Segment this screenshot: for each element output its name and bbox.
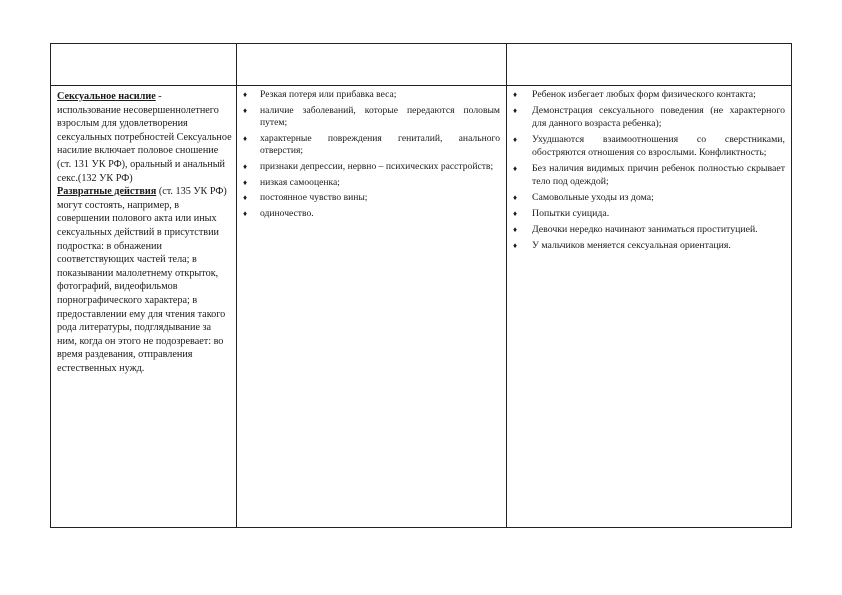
diamond-bullet-icon: ♦ <box>243 161 248 171</box>
list-item-text: одиночество. <box>260 208 314 220</box>
list-item <box>507 192 785 205</box>
list-item-text: постоянное чувство вины; <box>260 192 368 204</box>
list-item <box>507 163 785 189</box>
list-item-text: У мальчиков меняется сексуальная ориентация. <box>532 240 731 252</box>
list-item-text: Демонстрация сексуального поведения (не характерного для данного возраста ребенка); <box>532 105 785 129</box>
list-item <box>507 240 785 253</box>
list-item <box>237 177 500 189</box>
header-cell-1 <box>51 44 237 86</box>
list-item-text: Резкая потеря или прибавка веса; <box>260 89 397 100</box>
definition-cell <box>51 86 237 528</box>
list-item-text: низкая самооценка; <box>260 176 340 188</box>
table-header-row <box>51 44 792 86</box>
diamond-bullet-icon: ♦ <box>243 209 248 219</box>
list-item <box>237 208 500 220</box>
list-item <box>237 192 500 204</box>
diamond-bullet-icon: ♦ <box>513 135 518 145</box>
list-item <box>237 161 500 173</box>
diamond-bullet-icon: ♦ <box>243 133 248 143</box>
list-item-text: Ребенок избегает любых форм физического контакта; <box>532 89 756 100</box>
content-table <box>50 43 792 528</box>
list-item <box>507 105 785 131</box>
diamond-bullet-icon: ♦ <box>513 193 518 203</box>
list-item-text: Девочки нередко начинают заниматься проституцией. <box>532 224 758 236</box>
physical-signs-list <box>237 89 500 220</box>
corrupt-actions-term: Развратные действия <box>57 186 157 198</box>
diamond-bullet-icon: ♦ <box>243 105 248 115</box>
diamond-bullet-icon: ♦ <box>513 241 518 251</box>
list-item <box>507 134 785 160</box>
list-item-text: Самовольные уходы из дома; <box>532 192 654 204</box>
header-cell-3 <box>507 44 792 86</box>
diamond-bullet-icon: ♦ <box>513 209 518 219</box>
term-dash: - <box>155 91 162 102</box>
diamond-bullet-icon: ♦ <box>243 193 248 203</box>
list-item <box>507 89 785 102</box>
sexual-abuse-term: Сексуальное насилие <box>57 91 156 102</box>
list-item-text: Без наличия видимых причин ребенок полностью скрывает тело под одеждой; <box>532 163 785 187</box>
header-cell-2 <box>237 44 507 86</box>
physical-signs-cell <box>237 86 507 528</box>
sexual-abuse-text: использование несовершеннолетнего взрослым для удовлетворения сексуальных потребностей Сексуальное насилие включает половое сношение (ст. 131 УК РФ), оральный и анальный секс.(132 УК РФ) <box>57 104 232 184</box>
list-item <box>507 208 785 221</box>
list-item <box>237 105 500 129</box>
corrupt-actions-definition <box>57 185 233 375</box>
list-item <box>507 224 785 237</box>
diamond-bullet-icon: ♦ <box>243 90 248 99</box>
diamond-bullet-icon: ♦ <box>513 90 518 99</box>
corrupt-actions-text: (ст. 135 УК РФ) могут состоять, например, в совершении полового акта или иных сексуальных действий в присутствии подростка: в обнажении соответствующих частей тела; в показывании малолетнему открыток, фотографий, видеофильмов порнографического характера; в предоставлении ему для чтения такого рода литературы, подглядывание за ним, когда он этого не подозревает: во время раздевания, отправления естественных нужд. <box>57 186 227 374</box>
list-item-text: характерные повреждения гениталий, анального отверстия; <box>260 132 500 156</box>
behavioral-signs-cell <box>507 86 792 528</box>
list-item-text: наличие заболеваний, которые передаются половым путем; <box>260 104 500 128</box>
diamond-bullet-icon: ♦ <box>513 106 518 116</box>
diamond-bullet-icon: ♦ <box>513 225 518 235</box>
diamond-bullet-icon: ♦ <box>243 177 248 187</box>
list-item-text: Ухудшаются взаимоотношения со сверстниками, обостряются отношения со взрослыми. Конфликтность; <box>532 134 785 158</box>
diamond-bullet-icon: ♦ <box>513 164 518 174</box>
list-item-text: Попытки суицида. <box>532 208 610 220</box>
table-body-row <box>51 86 792 528</box>
list-item-text: признаки депрессии, нервно – психических расстройств; <box>260 160 494 172</box>
sexual-abuse-definition <box>57 90 233 185</box>
list-item <box>237 133 500 157</box>
behavioral-signs-list <box>507 89 785 253</box>
list-item <box>237 89 500 101</box>
